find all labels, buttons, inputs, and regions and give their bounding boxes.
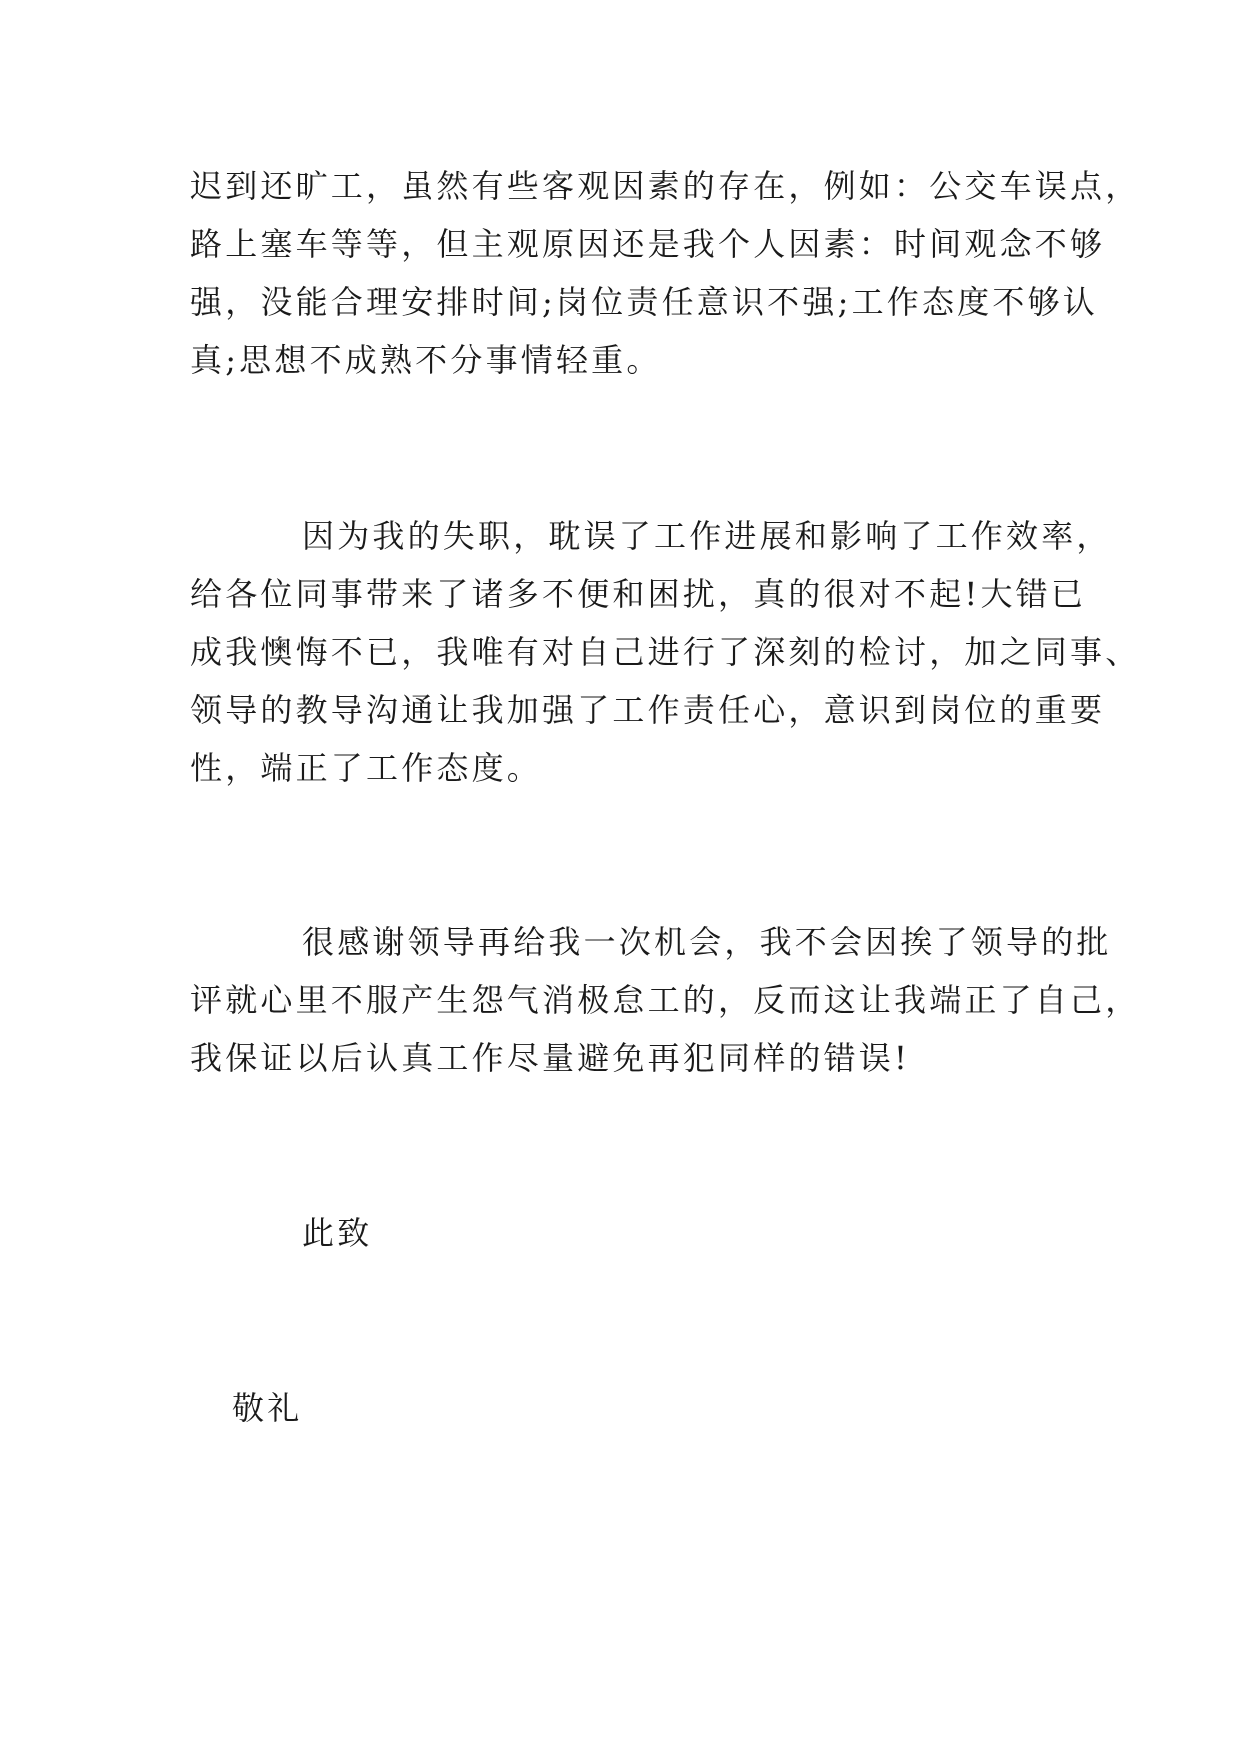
- text-line: 性，端正了工作态度。: [190, 749, 543, 787]
- text-line: 很感谢领导再给我一次机会，我不会因挨了领导的批: [302, 923, 1112, 961]
- text-line: 迟到还旷工，虽然有些客观因素的存在，例如：公交车误点，: [190, 167, 1141, 205]
- text-line: 给各位同事带来了诸多不便和困扰，真的很对不起!大错已: [190, 575, 1087, 613]
- text-line: 评就心里不服产生怨气消极怠工的，反而这让我端正了自己，: [190, 981, 1141, 1019]
- text-line: 强，没能合理安排时间;岗位责任意识不强;工作态度不够认: [190, 283, 1098, 321]
- text-line: 真;思想不成熟不分事情轻重。: [190, 341, 662, 379]
- text-line: 因为我的失职，耽误了工作进展和影响了工作效率，: [302, 517, 1112, 555]
- text-line: 领导的教导沟通让我加强了工作责任心，意识到岗位的重要: [190, 691, 1106, 729]
- salutation-text: 敬礼: [232, 1389, 303, 1427]
- text-line: 路上塞车等等，但主观原因还是我个人因素：时间观念不够: [190, 225, 1106, 263]
- closing-text: 此致: [302, 1214, 373, 1252]
- text-line: 成我懊悔不已，我唯有对自己进行了深刻的检讨，加之同事、: [190, 633, 1141, 671]
- text-line: 我保证以后认真工作尽量避免再犯同样的错误!: [190, 1039, 911, 1077]
